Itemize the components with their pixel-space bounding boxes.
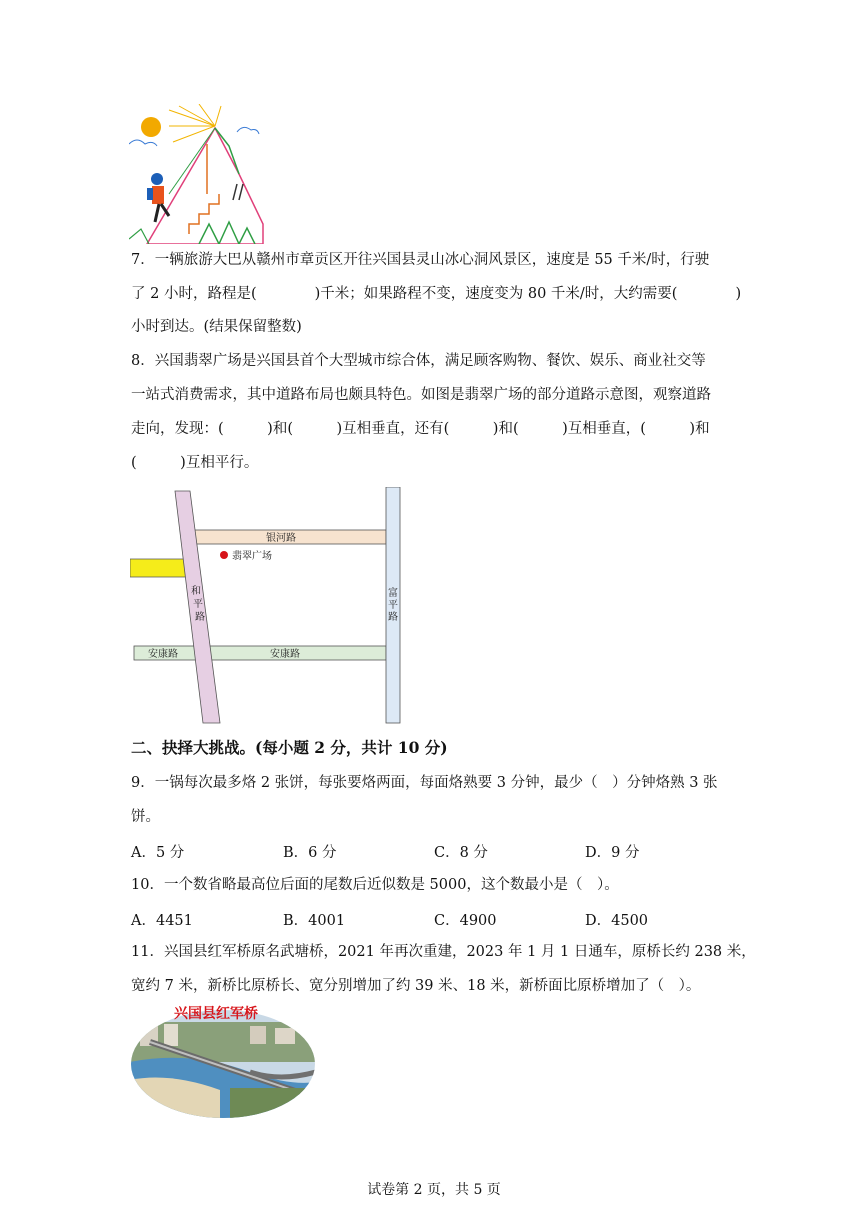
q11-line-1: 11．兴国县红军桥原名武塘桥，2021 年再次重建，2023 年 1 月 1 日通车，原桥长约 238 米， xyxy=(131,944,756,960)
fuping-road-label-3: 路 xyxy=(388,612,398,623)
q8-line-2: 一站式消费需求，其中道路布局也颇具特色。如图是翡翠广场的部分道路示意图，观察道路 xyxy=(131,387,711,403)
sun-icon xyxy=(141,117,161,137)
q7-line-1: 7．一辆旅游大巴从赣州市章贡区开往兴国县灵山冰心洞风景区，速度是 55 千米/时，行驶 xyxy=(131,252,710,268)
red-army-bridge-photo xyxy=(130,1002,316,1118)
q7-line-2: 了 2 小时，路程是( )千米；如果路程不变，速度变为 80 千米/时，大约需要( ) xyxy=(131,286,742,302)
heping-road-label-3: 路 xyxy=(195,612,205,623)
q10-option-a: A．4451 xyxy=(131,913,193,929)
road-map-diagram xyxy=(130,487,406,725)
plaza-label: 翡翠广场 xyxy=(232,551,272,562)
mountain-climber-illustration xyxy=(129,104,265,244)
q9-option-a: A．5 分 xyxy=(131,845,185,861)
q9-line-1: 9．一锅每次最多烙 2 张饼，每张要烙两面，每面烙熟要 3 分钟，最少（ ）分钟烙熟 3 张 xyxy=(131,775,718,791)
q10-option-c: C．4900 xyxy=(434,913,497,929)
q8-line-4: ( )互相平行。 xyxy=(131,455,259,471)
q10-option-d: D．4500 xyxy=(585,913,649,929)
fuping-road-label-2: 平 xyxy=(388,600,398,611)
q8-line-3: 走向，发现：( )和( )互相垂直，还有( )和( )互相垂直，( )和 xyxy=(131,421,710,437)
q10-option-b: B．4001 xyxy=(283,913,346,929)
page-footer: 试卷第 2 页，共 5 页 xyxy=(367,1182,501,1198)
section-2-title: 二、抉择大挑战。(每小题 2 分，共计 10 分) xyxy=(131,738,448,757)
heping-road-label-2: 平 xyxy=(193,599,203,610)
plaza-location-dot xyxy=(220,551,228,559)
q10-line-1: 10．一个数省略最高位后面的尾数后近似数是 5000，这个数最小是（ ）。 xyxy=(131,877,619,893)
ankang-road-label-left: 安康路 xyxy=(148,649,178,660)
heping-road-label-1: 和 xyxy=(191,586,201,597)
fuping-road-label-1: 富 xyxy=(388,588,398,599)
q9-option-b: B．6 分 xyxy=(283,845,337,861)
q9-option-c: C．8 分 xyxy=(434,845,488,861)
ankang-road-label-right: 安康路 xyxy=(270,649,300,660)
q11-line-2: 宽约 7 米，新桥比原桥长、宽分别增加了约 39 米、18 米，新桥面比原桥增加了（ ）。 xyxy=(131,978,701,994)
q7-line-3: 小时到达。(结果保留整数) xyxy=(131,319,302,335)
yellow-road xyxy=(130,559,187,577)
yinhe-road-label: 银河路 xyxy=(266,533,296,544)
bridge-caption: 兴国县红军桥 xyxy=(174,1006,258,1022)
q9-line-2: 饼。 xyxy=(131,809,160,825)
q9-option-d: D．9 分 xyxy=(585,845,640,861)
q8-line-1: 8．兴国翡翠广场是兴国县首个大型城市综合体，满足顾客购物、餐饮、娱乐、商业社交等 xyxy=(131,353,706,369)
climber-head xyxy=(151,173,163,185)
